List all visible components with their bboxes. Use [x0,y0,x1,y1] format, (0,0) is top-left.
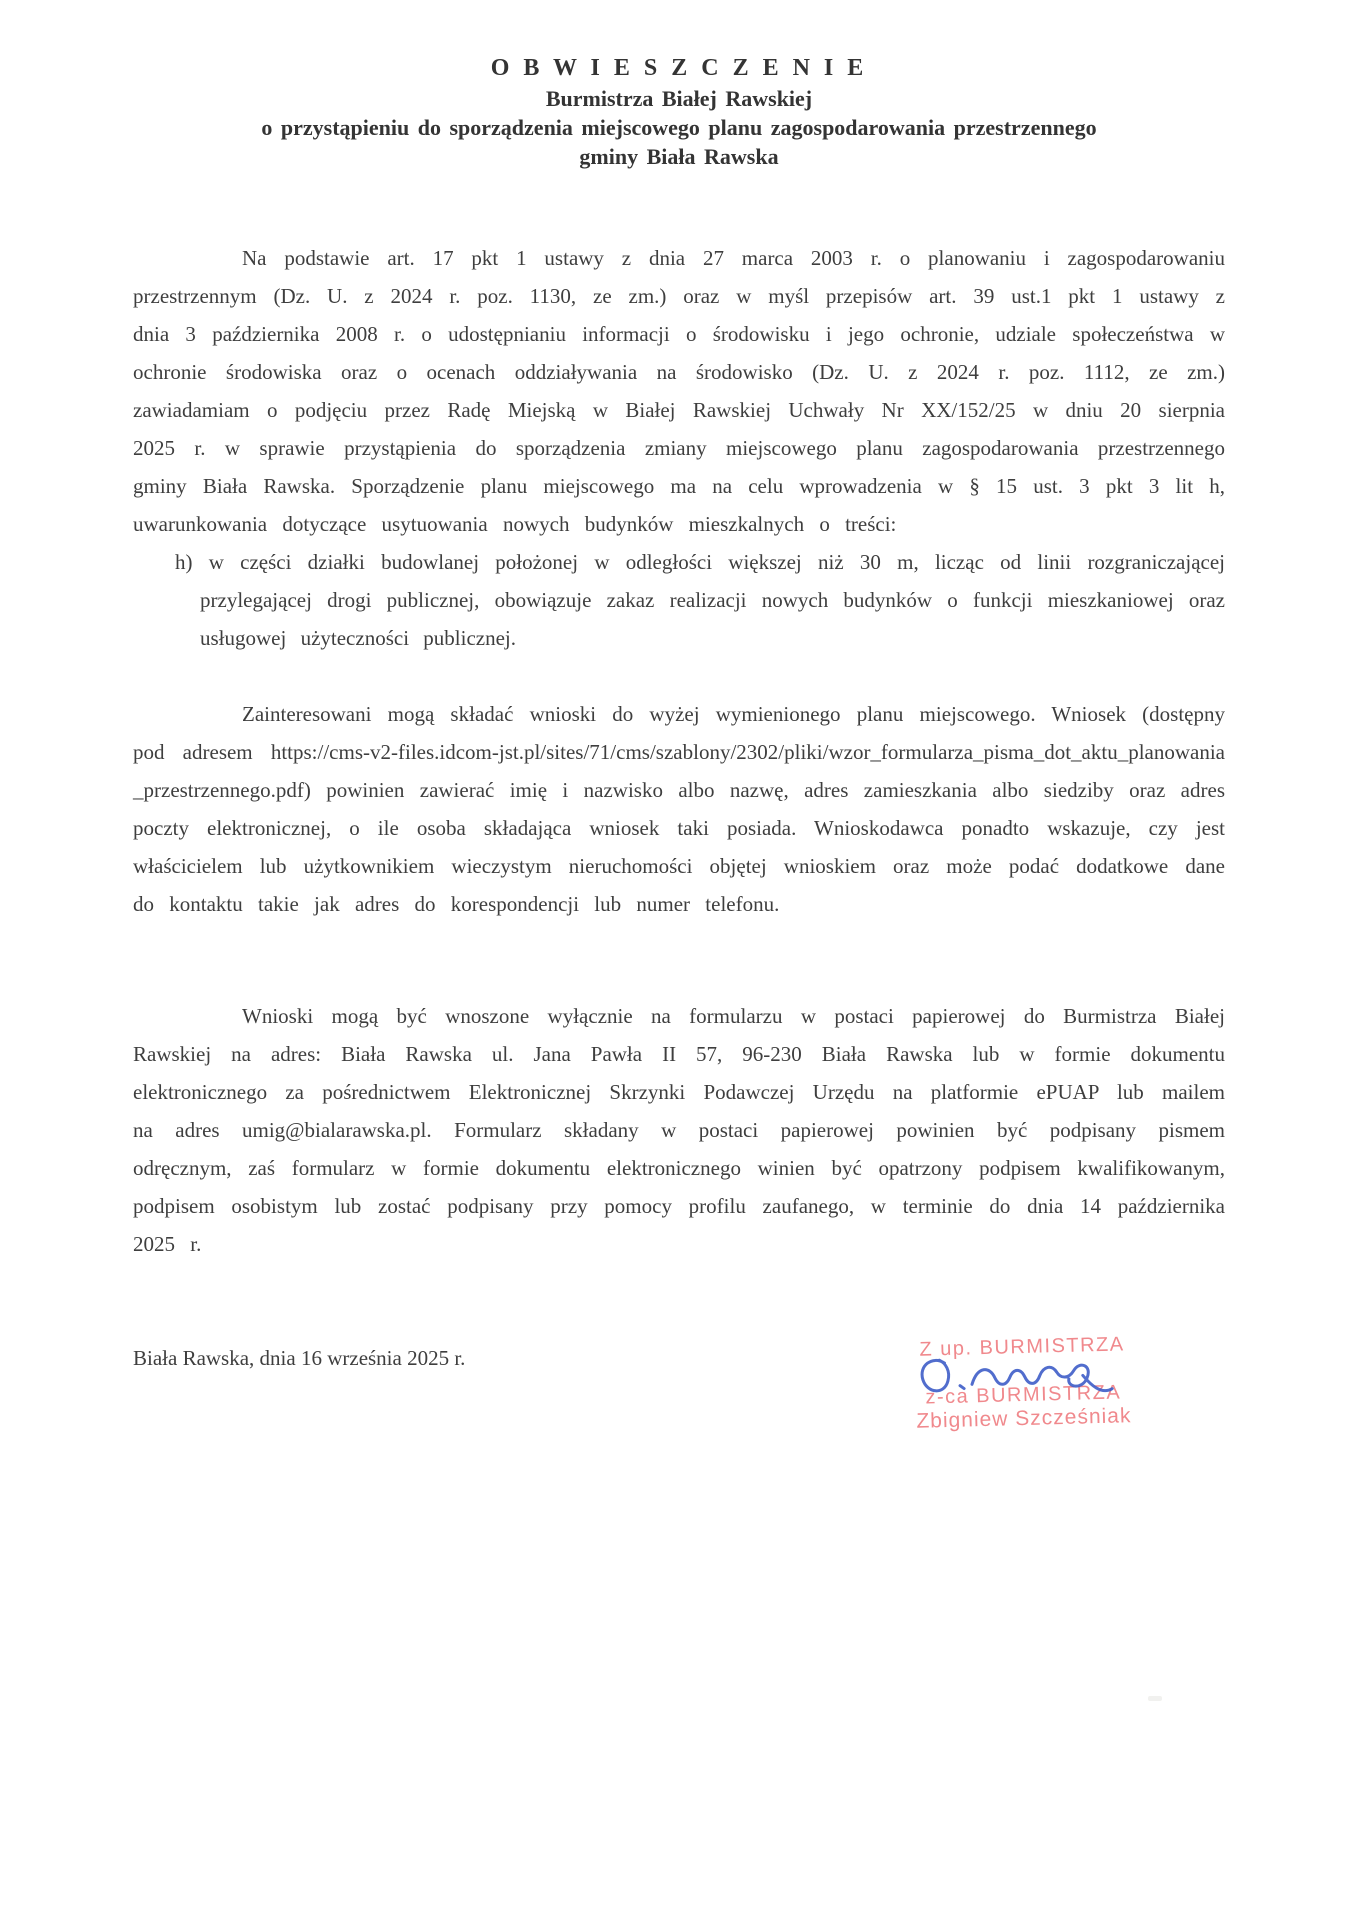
stamp-deputy-title: z-ca BURMISTRZA [925,1381,1122,1409]
paragraph-legal-basis: Na podstawie art. 17 pkt 1 ustawy z dnia 27 marca 2003 r. o planowaniu i zagospodarowaniu przestrzennym (Dz. U. z 2024 r. poz. 1130, ze zm.) oraz w myśl przepisów art. 39 ust.1 pkt 1 ustawy z dnia 3 października 2008 r. o udostępnianiu informacji o środowisku i jego ochronie, udziale społeczeństwa w ochronie środowiska oraz o ocenach oddziaływania na środowisko (Dz. U. z 2024 r. poz. 1112, ze zm.) zawiadamiam o podjęciu przez Radę Miejską w Białej Rawskiej Uchwały Nr XX/152/25 w dniu 20 sierpnia 2025 r. w sprawie przystąpienia do sporządzenia zmiany miejscowego planu zagospodarowania przestrzennego gminy Biała Rawska. Sporządzenie planu miejscowego ma na celu wprowadzenia w § 15 ust. 3 pkt 3 lit h, uwarunkowania dotyczące usytuowania nowych budynków mieszkalnych o treści: [133,246,1225,536]
paragraph-form-requirements: Wnioski mogą być wnoszone wyłącznie na formularzu w postaci papierowej do Burmistrza Białej Rawskiej na adres: Biała Rawska ul. Jana Pawła II 57, 96-230 Biała Rawska lub w formie dokumentu elektronicznego za pośrednictwem Elektronicznej Skrzynki Podawczej Urzędu na platformie ePUAP lub mailem na adres umig@bialarawska.pl. Formularz składany w postaci papierowej powinien być podpisany pismem odręcznym, zaś formularz w formie dokumentu elektronicznego winien być opatrzony podpisem kwalifikowanym, podpisem osobistym lub zostać podpisany przy pomocy profilu zaufanego, w terminie do dnia 14 października 2025 r. [133,1004,1225,1256]
official-stamp [902,1333,1144,1434]
stamp-authorization-line: Z up. BURMISTRZA [919,1333,1125,1361]
document-subtitle-issuer: Burmistrza Białej Rawskiej [545,86,813,111]
dateline: Biała Rawska, dnia 16 września 2025 r. [133,1346,466,1370]
document-content [133,0,1225,1263]
document-title: O B W I E S Z C Z E N I E [490,55,868,81]
document-subtitle-subject: o przystąpieniu do sporządzenia miejscowego planu zagospodarowania przestrzennego [261,115,1097,140]
list-item-h [133,543,1225,657]
document-subtitle-municipality: gminy Biała Rawska [579,144,779,169]
paragraph-submission-info [133,695,1225,923]
document-footer [133,1333,1225,1476]
paragraph-submission-after-url: ) powinien zawierać imię i nazwisko albo nazwę, adres zamieszkania albo siedziby oraz adres poczty elektronicznej, o ile osoba składająca wniosek taki posiada. Wnioskodawca ponadto wskazuje, czy jest właścicielem lub użytkownikiem wieczystym nieruchomości objętej wnioskiem oraz może podać dodatkowe dane do kontaktu takie jak adres do korespondencji lub numer telefonu. [133,778,1225,916]
form-template-url: https://cms-v2-files.idcom-jst.pl/sites/71/cms/szablony/2302/pliki/wzor_formularza_pisma_dot_aktu_planowania_przestrzennego.pdf [133,740,1225,802]
list-item-h-label: h) [175,550,193,574]
document-body [133,239,1225,1263]
document-header [133,0,1225,171]
paragraph-submission-before-url: Zainteresowani mogą składać wnioski do wyżej wymienionego planu miejscowego. Wniosek (dostępny pod adresem [133,702,1225,764]
scan-artifact [1148,1696,1162,1701]
list-item-h-text: w części działki budowlanej położonej w odległości większej niż 30 m, licząc od linii rozgraniczającej przylegającej drogi publicznej, obowiązuje zakaz realizacji nowych budynków o funkcji mieszkaniowej oraz usługowej użyteczności publicznej. [200,550,1226,650]
stamp-signatory-name: Zbigniew Szcześniak [916,1404,1132,1433]
